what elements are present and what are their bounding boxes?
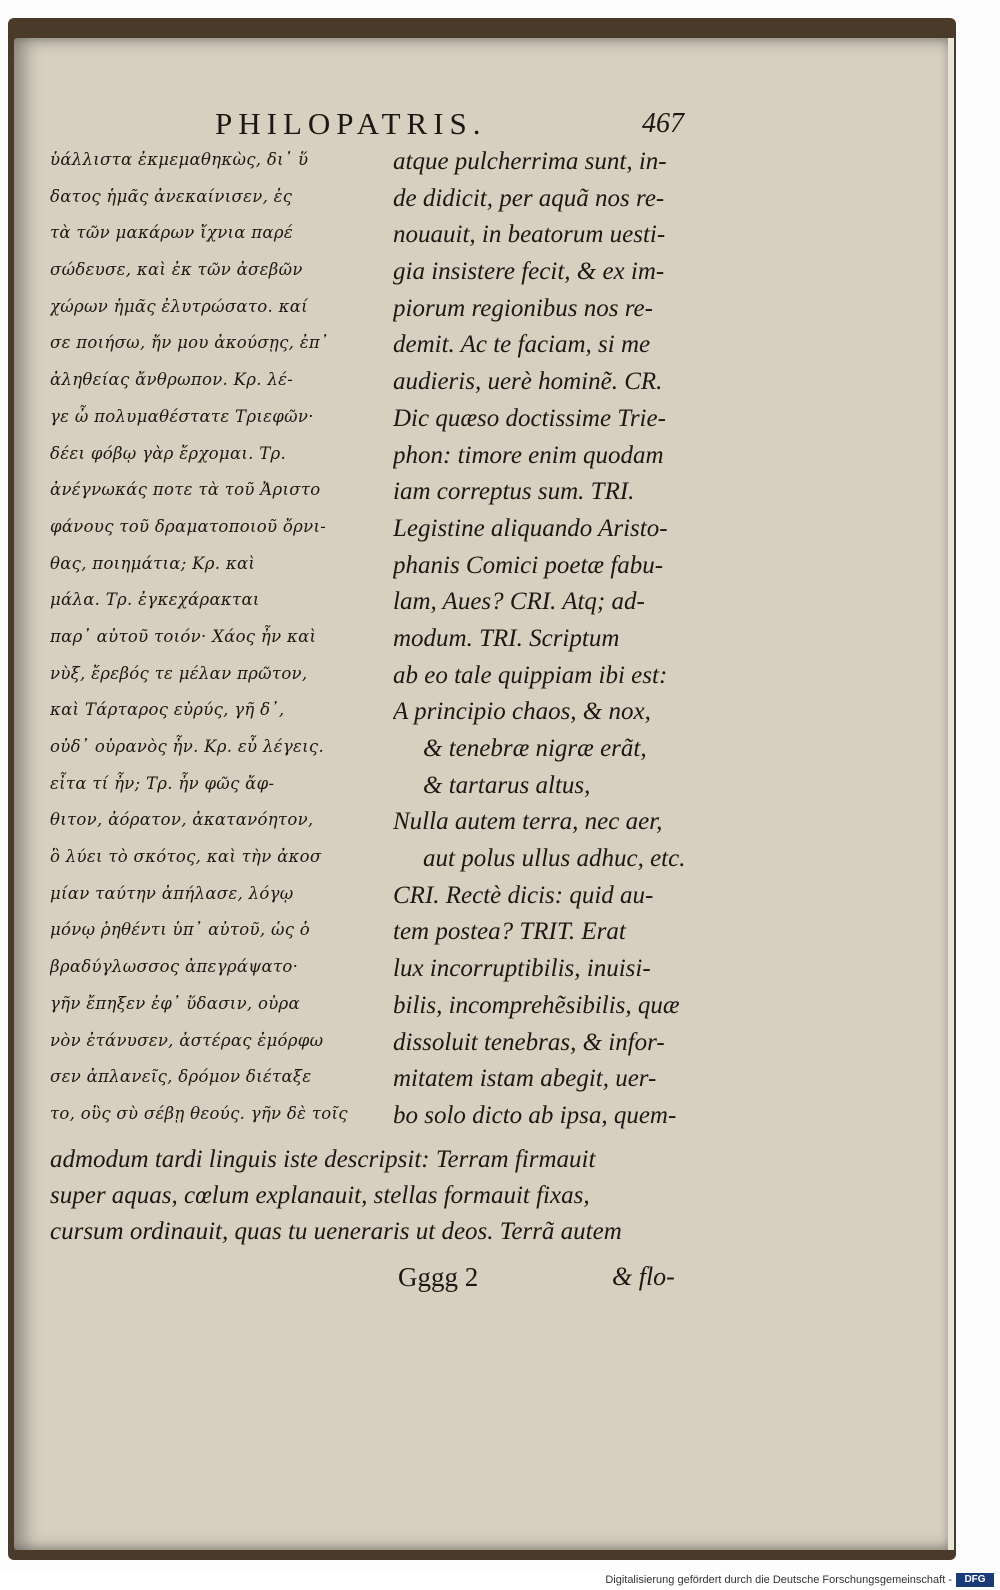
full-line: cursum ordinauit, quas tu ueneraris ut deos. Terrã autem (50, 1218, 622, 1245)
greek-line: δατος ἡμᾶς ἀνεκαίνισεν, ἐς (50, 186, 293, 206)
signature-mark: Gggg 2 (398, 1262, 479, 1292)
greek-line: τὰ τῶν μακάρων ἴχνια παρέ (50, 223, 294, 243)
greek-line: οὐδ᾽ οὐρανὸς ἦν. Κρ. εὖ λέγεις. (50, 737, 324, 756)
greek-line: νὺξ, ἔρεβός τε μέλαν πρῶτον, (50, 663, 308, 683)
verse-line: & tartarus altus, (423, 771, 591, 799)
greek-line: δέει φόβῳ γὰρ ἔρχομαι. Τρ. (50, 443, 287, 463)
latin-column (393, 144, 723, 1135)
greek-line: παρ᾽ αὐτοῦ τοιόν· Χάος ἦν καὶ (50, 626, 317, 646)
latin-line: phon: timore enim quodam (393, 441, 664, 469)
full-line: admodum tardi linguis iste descripsit: Terram firmauit (50, 1146, 596, 1173)
greek-line: νὸν ἐτάνυσεν, ἀστέρας ἐμόρφω (50, 1030, 324, 1050)
latin-line: Legistine aliquando Aristo- (393, 514, 668, 542)
latin-line: nouauit, in beatorum uesti- (393, 221, 666, 249)
latin-line: piorum regionibus nos re- (393, 294, 653, 322)
greek-line: γῆν ἔπηξεν ἐφ᾽ ὕδασιν, οὐρα (50, 993, 300, 1013)
greek-line: μάλα. Τρ. ἐγκεχάρακται (50, 590, 260, 610)
greek-line: ἀνέγνωκάς ποτε τὰ τοῦ Ἀριστο (50, 480, 321, 500)
greek-line: μίαν ταύτην ἀπήλασε, λόγῳ (50, 883, 294, 903)
greek-line: το, οὓς σὺ σέβῃ θεούς. γῆν δὲ τοῖς (50, 1103, 348, 1123)
greek-line: μόνῳ ῥηθέντι ὑπ᾽ αὐτοῦ, ὡς ὁ (50, 920, 311, 940)
latin-line: lux incorruptibilis, inuisi- (393, 955, 651, 983)
dfg-logo-icon: DFG (956, 1573, 994, 1587)
latin-line: ab eo tale quippiam ibi est: (393, 661, 668, 689)
full-width-text (50, 1142, 730, 1250)
latin-line: tem postea? TRIT. Erat (393, 918, 626, 946)
greek-line: ἀληθείας ἄνθρωπον. Κρ. λέ- (50, 370, 294, 390)
greek-line: σώδευσε, καὶ ἐκ τῶν ἀσεβῶν (50, 260, 303, 280)
latin-line: lam, Aues? CRI. Atq; ad- (393, 588, 645, 616)
running-head: PHILOPATRIS. (215, 106, 487, 141)
latin-line: audieris, uerè hominẽ. CR. (393, 368, 663, 396)
latin-line: de didicit, per aquã nos re- (393, 184, 665, 212)
greek-line: ὑάλλιστα ἐκμεμαθηκὼς, δι᾽ ὕ (50, 150, 309, 169)
verse-line: & tenebræ nigræ erãt, (423, 735, 647, 762)
greek-line: θας, ποιημάτια; Κρ. καὶ (50, 553, 256, 573)
page-edge (948, 38, 954, 1550)
greek-line: θιτον, ἀόρατον, ἀκατανόητον, (50, 810, 314, 830)
latin-line: modum. TRI. Scriptum (393, 624, 620, 652)
latin-line: demit. Ac te faciam, si me (393, 331, 651, 359)
latin-line: phanis Comici poetæ fabu- (393, 551, 664, 579)
latin-line: gia insistere fecit, & ex im- (393, 258, 665, 286)
greek-line: γε ὦ πολυμαθέστατε Τριεφῶν· (50, 406, 314, 426)
greek-line: χώρων ἡμᾶς ἐλυτρώσατο. καί (50, 296, 308, 316)
greek-line: ὃ λύει τὸ σκότος, καὶ τὴν ἀκοσ (50, 847, 322, 867)
greek-column (50, 142, 380, 1133)
greek-line: βραδύγλωσσος ἀπεγράψατο· (50, 957, 299, 977)
latin-line: iam correptus sum. TRI. (393, 478, 635, 506)
greek-line: σε ποιήσω, ἤν μου ἀκούσῃς, ἐπ᾽ (50, 333, 329, 353)
latin-line: atque pulcherrima sunt, in- (393, 148, 667, 175)
greek-line: σεν ἀπλανεῖς, δρόμον διέταξε (50, 1067, 312, 1087)
latin-line: Dic quæso doctissime Trie- (393, 404, 666, 432)
greek-line: φάνους τοῦ δραματοποιοῦ ὄρνι- (50, 516, 327, 536)
verse-line: Nulla autem terra, nec aer, (393, 808, 663, 836)
full-line: super aquas, cœlum explanauit, stellas formauit fixas, (50, 1182, 590, 1209)
latin-line: bilis, incomprehẽsibilis, quæ (393, 991, 680, 1019)
latin-line: CRI. Rectè dicis: quid au- (393, 881, 654, 909)
verse-line: aut polus ullus adhuc, etc. (423, 845, 686, 873)
latin-line: A principio chaos, & nox, (393, 698, 651, 726)
latin-line: bo solo dicto ab ipsa, quem- (393, 1101, 677, 1129)
greek-line: καὶ Τάρταρος εὐρύς, γῆ δ᾽, (50, 700, 285, 720)
page-number: 467 (642, 108, 684, 139)
latin-line: dissoluit tenebras, & infor- (393, 1028, 665, 1056)
latin-line: mitatem istam abegit, uer- (393, 1065, 657, 1093)
greek-line: εἶτα τί ἦν; Τρ. ἦν φῶς ἄφ- (50, 773, 275, 793)
funding-credit: Digitalisierung gefördert durch die Deutsche Forschungsgemeinschaft - (605, 1574, 952, 1586)
catchword: & flo- (612, 1262, 675, 1291)
